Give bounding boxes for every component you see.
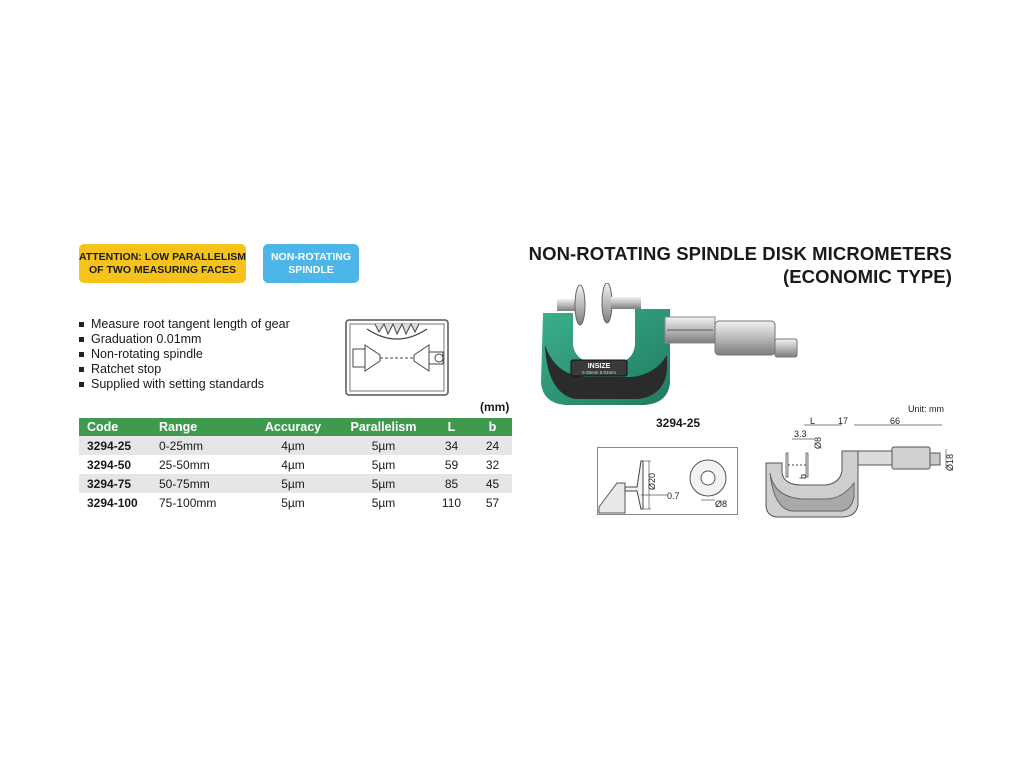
cell-parallelism: 5µm: [337, 455, 430, 474]
cell-accuracy: 4µm: [249, 436, 337, 455]
cell-l: 110: [430, 493, 473, 512]
cell-l: 85: [430, 474, 473, 493]
cell-code: 3294-100: [79, 493, 159, 512]
cell-range: 75-100mm: [159, 493, 249, 512]
low-parallelism-badge: [79, 244, 246, 283]
badge-text-line1: NON-ROTATING: [270, 250, 352, 263]
cell-b: 32: [473, 455, 512, 474]
cell-accuracy: 4µm: [249, 455, 337, 474]
disk-detail-drawing: [597, 447, 739, 515]
dim-3-3: 3.3: [794, 429, 807, 439]
badge-text-line1: ATTENTION: LOW PARALLELISM: [79, 250, 247, 263]
micrometer-product-image: [535, 283, 820, 408]
spec-table: [79, 418, 512, 512]
col-header-l: L: [430, 418, 473, 436]
cell-b: 45: [473, 474, 512, 493]
cell-l: 34: [430, 436, 473, 455]
col-header-range: Range: [159, 418, 249, 436]
badge-text-line2: OF TWO MEASURING FACES: [89, 263, 236, 276]
dim-17: 17: [838, 416, 849, 426]
cell-range: 50-75mm: [159, 474, 249, 493]
table-row: [79, 474, 512, 493]
product-title: [529, 242, 952, 288]
col-header-b: b: [473, 418, 512, 436]
table-unit: (mm): [480, 400, 510, 414]
col-header-parallelism: Parallelism: [337, 418, 430, 436]
dim-66: 66: [890, 416, 901, 426]
frame-range-text: 0-25mm 0.01mm: [581, 370, 617, 375]
cell-b: 57: [473, 493, 512, 512]
col-header-accuracy: Accuracy: [249, 418, 337, 436]
table-row: [79, 436, 512, 455]
feature-item: Non-rotating spindle: [78, 347, 290, 362]
cell-parallelism: 5µm: [337, 436, 430, 455]
dim-b: b: [798, 473, 808, 479]
title-line1: NON-ROTATING SPINDLE DISK MICROMETERS: [528, 243, 952, 264]
table-header-row: [79, 418, 512, 436]
dim-phi20: Ø20: [647, 472, 657, 490]
cell-range: 0-25mm: [159, 436, 249, 455]
dim-phi8-top: Ø8: [813, 436, 823, 449]
cell-code: 3294-25: [79, 436, 159, 455]
cell-l: 59: [430, 455, 473, 474]
col-header-code: Code: [79, 418, 159, 436]
cell-code: 3294-75: [79, 474, 159, 493]
table-row: [79, 455, 512, 474]
feature-item: Measure root tangent length of gear: [78, 317, 290, 332]
dim-l: L: [810, 416, 816, 426]
feature-item: Graduation 0.01mm: [78, 332, 290, 347]
badge-text-line2: SPINDLE: [288, 263, 334, 276]
cell-parallelism: 5µm: [337, 474, 430, 493]
cell-accuracy: 5µm: [249, 493, 337, 512]
non-rotating-spindle-badge: [263, 244, 359, 283]
table-row: [79, 493, 512, 512]
cell-range: 25-50mm: [159, 455, 249, 474]
unit-label: Unit: mm: [908, 404, 944, 414]
cell-code: 3294-50: [79, 455, 159, 474]
cell-b: 24: [473, 436, 512, 455]
dim-phi8-detail: Ø8: [715, 499, 728, 509]
brand-text: INSIZE: [587, 363, 611, 370]
dim-0-7: 0.7: [667, 491, 680, 501]
cell-parallelism: 5µm: [337, 493, 430, 512]
dim-phi18: Ø18: [945, 453, 955, 471]
micrometer-dimension-drawing: [762, 413, 962, 521]
model-label: 3294-25: [656, 416, 701, 430]
feature-list: [78, 317, 290, 392]
cell-accuracy: 5µm: [249, 474, 337, 493]
feature-item: Ratchet stop: [78, 362, 290, 377]
gear-measurement-icon: [345, 319, 449, 396]
title-line2: (ECONOMIC TYPE): [782, 266, 952, 287]
feature-item: Supplied with setting standards: [78, 377, 290, 392]
